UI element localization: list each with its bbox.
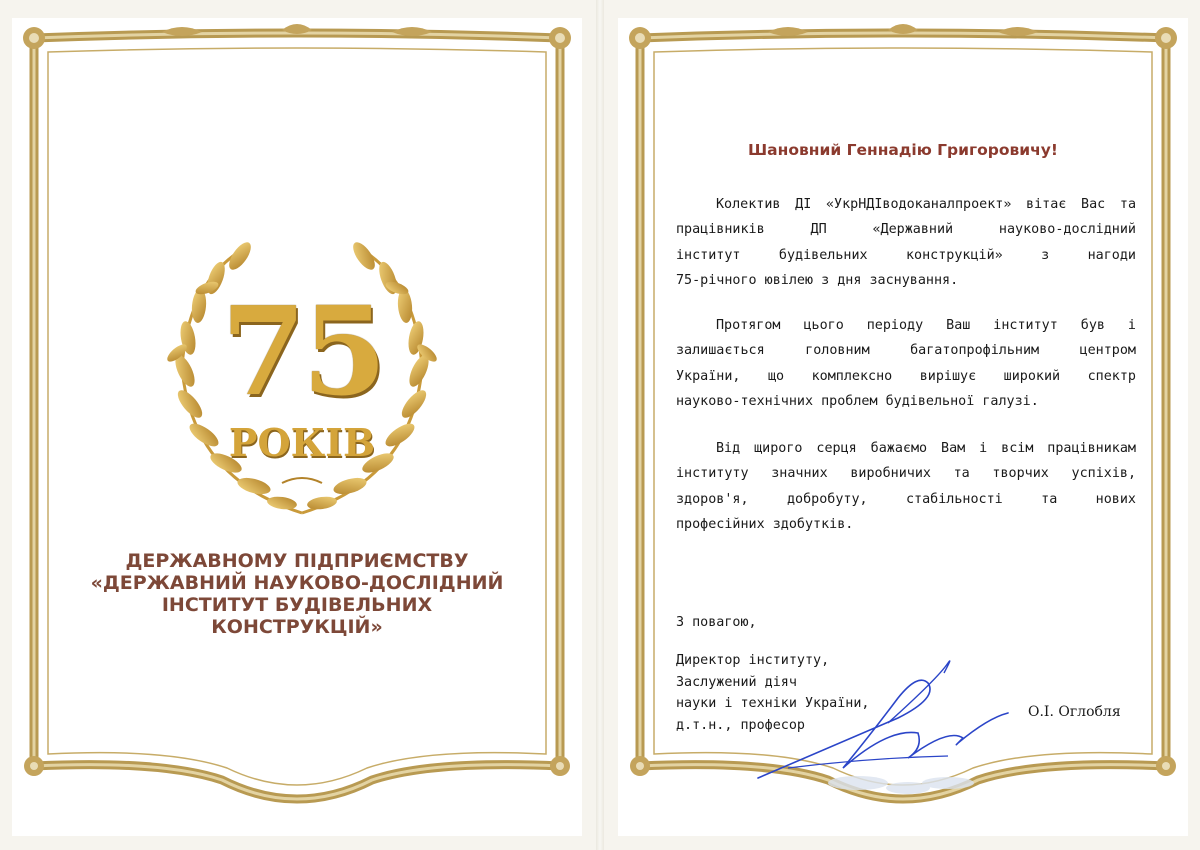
congratulation-paragraph-3 xyxy=(676,436,1136,538)
signatory-title-line: Заслужений діяч xyxy=(676,674,797,690)
anniversary-number: 75 xyxy=(221,279,383,423)
paragraph-line: Протягом цього періоду Ваш інститут був і xyxy=(716,318,1136,333)
paragraph-line: Від щирого серця бажаємо Вам і всім працівникам xyxy=(716,441,1136,456)
signatory-name: О.І. Оглобля xyxy=(1028,704,1121,720)
handwritten-signature xyxy=(748,658,1048,788)
addressee-line: ДЕРЖАВНОМУ ПІДПРИЄМСТВУ xyxy=(125,550,469,572)
paragraph-line: інституту значних виробничих та творчих успіхів, xyxy=(676,466,1136,482)
signatory-title-line: д.т.н., професор xyxy=(676,717,805,733)
right-page xyxy=(618,18,1188,836)
congratulation-paragraph-1 xyxy=(676,192,1136,294)
paragraph-line: здоров'я, добробуту, стабільності та нових xyxy=(676,491,1136,507)
addressee-line: КОНСТРУКЦІЙ» xyxy=(211,616,383,638)
addressee-block xyxy=(67,550,527,638)
signatory-title-line: Директор інституту, xyxy=(676,653,830,668)
addressee-line: ІНСТИТУТ БУДІВЕЛЬНИХ xyxy=(161,594,433,616)
congratulation-paragraph-2 xyxy=(676,313,1136,415)
paragraph-line: України, що комплексно вирішує широкий спектр xyxy=(676,368,1136,384)
signatory-title-line: науки і техніки України, xyxy=(676,696,870,711)
closing-phrase: З повагою, xyxy=(676,615,757,630)
years-label: РОКІВ xyxy=(228,420,376,465)
paragraph-line: науково-технічних проблем будівельної галузі. xyxy=(676,394,1039,410)
paragraph-line: працівників ДП «Державний науково-дослідний xyxy=(676,222,1136,238)
left-page xyxy=(12,18,582,836)
salutation: Шановний Геннадію Григоровичу! xyxy=(748,141,1058,159)
paragraph-line: професійних здобутків. xyxy=(676,517,854,533)
anniversary-emblem xyxy=(152,228,452,548)
addressee-line: «ДЕРЖАВНИЙ НАУКОВО-ДОСЛІДНИЙ xyxy=(90,572,504,594)
paragraph-line: залишається головним багатопрофільним центром xyxy=(676,343,1136,359)
paragraph-line: 75-річного ювілею з дня заснування. xyxy=(676,273,959,289)
card-fold xyxy=(596,0,604,850)
paragraph-line: Колектив ДІ «УкрНДІводоканалпроект» вітає Вас та xyxy=(716,197,1136,212)
paragraph-line: інститут будівельних конструкцій» з нагоди xyxy=(676,247,1136,263)
